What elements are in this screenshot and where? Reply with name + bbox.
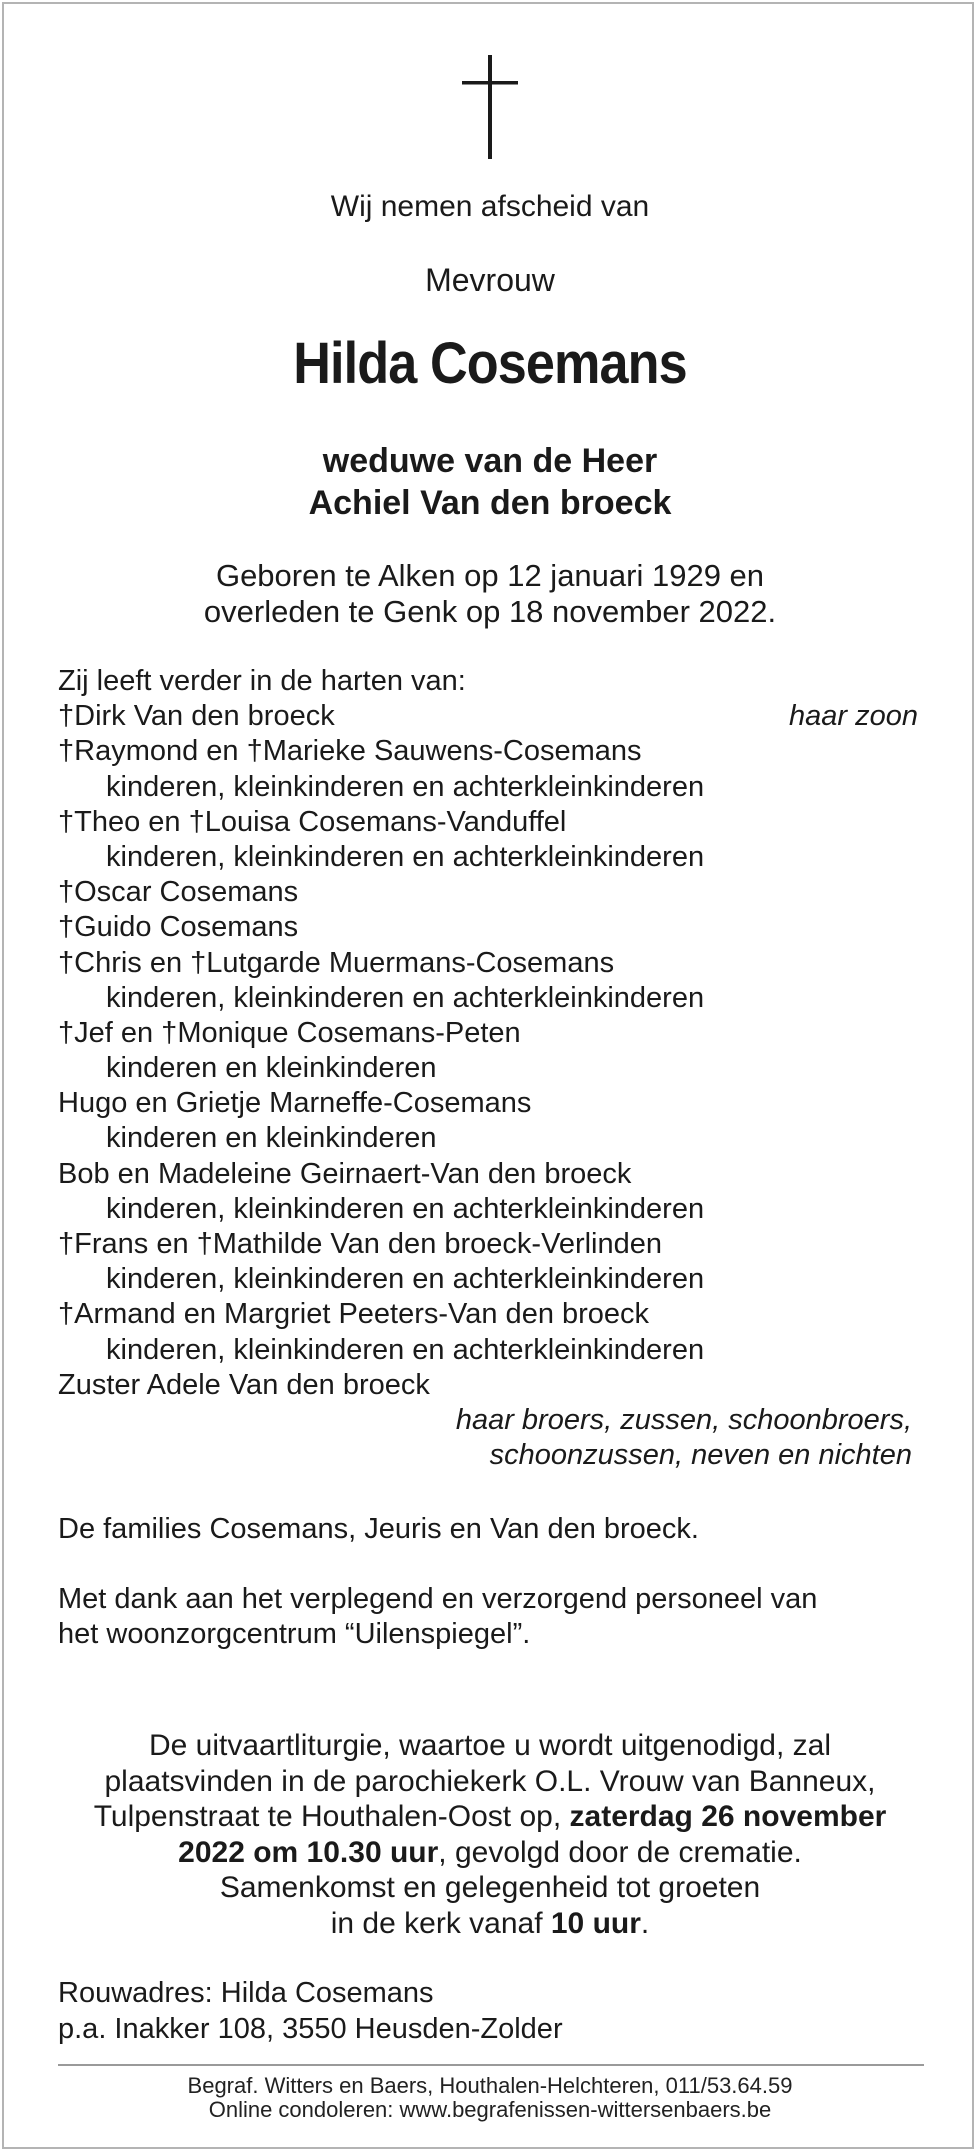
funeral-service-info: [0, 1728, 980, 1941]
thanks-line-2: het woonzorgcentrum “Uilenspiegel”.: [58, 1618, 531, 1650]
service-line-5: Samenkomst en gelegenheid tot groeten: [219, 1871, 761, 1904]
family-line: kinderen en kleinkinderen: [106, 1052, 437, 1085]
address-line-1: Rouwadres: Hilda Cosemans: [58, 1977, 434, 2009]
born-line-2: overleden te Genk op 18 november 2022.: [203, 594, 777, 629]
family-line: kinderen, kleinkinderen en achterkleinkinderen: [106, 1192, 705, 1225]
service-line-6: [0, 1906, 980, 1942]
service-line-2: plaatsvinden in de parochiekerk O.L. Vrouw van Banneux,: [104, 1764, 876, 1798]
family-line: kinderen, kleinkinderen en achterkleinkinderen: [106, 981, 705, 1014]
relation-son: haar zoon: [789, 700, 918, 733]
family-line: †Raymond en †Marieke Sauwens-Cosemans: [58, 735, 642, 768]
family-line: kinderen, kleinkinderen en achterkleinkinderen: [106, 840, 705, 873]
service-line-3: [0, 1799, 980, 1835]
address-line-2: p.a. Inakker 108, 3550 Heusden-Zolder: [58, 2013, 563, 2045]
family-line: †Guido Cosemans: [58, 911, 299, 944]
relation-siblings-2: schoonzussen, neven en nichten: [489, 1439, 912, 1472]
thanks-text: [58, 1582, 918, 1652]
family-line: †Chris en †Lutgarde Muermans-Cosemans: [58, 946, 615, 979]
family-line: kinderen en kleinkinderen: [106, 1122, 437, 1155]
deceased-name: Hilda Cosemans: [293, 331, 687, 396]
family-line-text: †Dirk Van den broeck: [58, 700, 335, 733]
intro-text: Wij nemen afscheid van: [330, 190, 650, 223]
service-line-6-end: .: [640, 1906, 650, 1940]
service-line-6-text: in de kerk vanaf: [330, 1906, 551, 1940]
title-text: Mevrouw: [425, 262, 555, 298]
service-line-3-text: Tulpenstraat te Houthalen-Oost op,: [93, 1800, 570, 1833]
families-text: De families Cosemans, Jeuris en Van den broeck.: [58, 1513, 699, 1545]
relation-siblings-1: haar broers, zussen, schoonbroers,: [455, 1403, 912, 1436]
family-line: kinderen, kleinkinderen en achterkleinkinderen: [106, 1333, 705, 1366]
family-line: †Armand en Margriet Peeters-Van den broeck: [58, 1298, 650, 1331]
family-intro: Zij leeft verder in de harten van:: [58, 665, 466, 697]
family-line: kinderen, kleinkinderen en achterkleinkinderen: [106, 770, 705, 803]
mourning-address: [58, 1975, 563, 2047]
family-line: †Frans en †Mathilde Van den broeck-Verlinden: [58, 1228, 663, 1260]
family-line: kinderen, kleinkinderen en achterkleinkinderen: [106, 1263, 705, 1296]
service-line-1: De uitvaartliturgie, waartoe u wordt uitgenodigd, zal: [148, 1729, 832, 1762]
spouse-line-2: Achiel Van den broeck: [308, 484, 672, 522]
born-line-1: Geboren te Alken op 12 januari 1929 en: [215, 558, 765, 593]
footer-divider: [58, 2064, 924, 2066]
service-time: 2022 om 10.30 uur: [178, 1835, 439, 1869]
service-line-4: [0, 1835, 980, 1871]
spouse-info: [0, 440, 980, 524]
footer-line-1: Begraf. Witters en Baers, Houthalen-Helchteren, 011/53.64.59: [187, 2073, 793, 2098]
thanks-line-1: Met dank aan het verplegend en verzorgend personeel van: [58, 1583, 818, 1615]
family-list: [58, 664, 918, 1473]
family-line: Bob en Madeleine Geirnaert-Van den broeck: [58, 1157, 632, 1190]
service-date: zaterdag 26 november: [569, 1800, 887, 1833]
family-line: †Jef en †Monique Cosemans-Peten: [58, 1016, 521, 1049]
family-line: Hugo en Grietje Marneffe-Cosemans: [58, 1087, 532, 1120]
family-line: †Oscar Cosemans: [58, 876, 299, 909]
cross-icon: [462, 55, 518, 159]
spouse-line-1: weduwe van de Heer: [322, 442, 658, 480]
service-line-4-text: , gevolgd door de crematie.: [438, 1835, 802, 1869]
family-line: [58, 699, 918, 734]
family-line: †Theo en †Louisa Cosemans-Vanduffel: [58, 805, 567, 838]
funeral-home-footer: [0, 2074, 980, 2122]
footer-line-2: Online condoleren: www.begrafenissen-wittersenbaers.be: [208, 2097, 772, 2122]
family-line: Zuster Adele Van den broeck: [58, 1368, 430, 1401]
greeting-time: 10 uur: [550, 1906, 641, 1940]
birth-death-info: [0, 558, 980, 630]
